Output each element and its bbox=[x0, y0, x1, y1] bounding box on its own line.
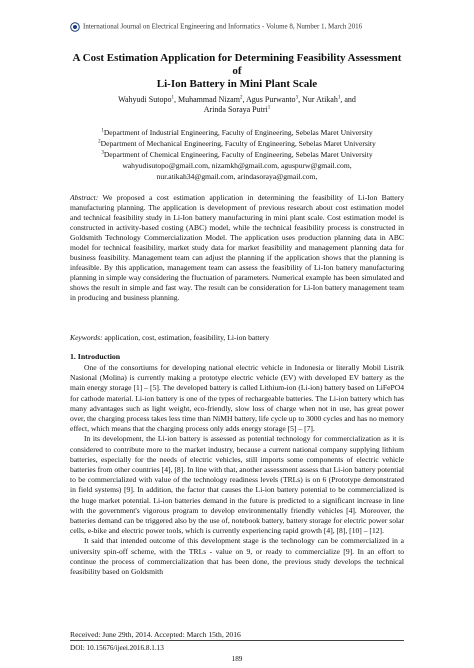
author-affil-mark: 2 bbox=[239, 95, 243, 101]
affiliation-line: $^1$Department of Industrial Engineering, Faculty of Engineering, Sebelas Maret University bbox=[101, 128, 373, 137]
author-affil-mark: 1 bbox=[337, 95, 341, 101]
abstract bbox=[70, 193, 404, 303]
doi: DOI: 10.15676/ijeei.2016.8.1.13 bbox=[70, 644, 164, 652]
journal-logo-icon bbox=[70, 22, 80, 32]
email-line: wahyudisutopo@gmail.com, nizamkh@gmail.com, aguspurw@gmail.com, bbox=[122, 161, 352, 170]
author-affil-mark: 1 bbox=[171, 95, 174, 101]
author-name: Arinda Soraya Putri bbox=[203, 105, 268, 114]
keywords bbox=[70, 333, 404, 343]
affiliation-block bbox=[70, 127, 404, 182]
abstract-label: Abstract: bbox=[70, 193, 99, 202]
author-affil-mark: 1 bbox=[267, 105, 271, 111]
title-line-1: A Cost Estimation Application for Determining Feasibility Assessment of bbox=[72, 52, 402, 77]
body-paragraph: In its development, the Li-ion battery is assessed as potential technology for commercialization as it is considered to contribute more to the market industry, because a current national company supplying lithium batteries, especially for the needs of electric vehicles, still imports some components of electric vehicle batteries from other countries [4], [8]. In line with that, another assessment assess that Li-ion battery potential to be commercialized with value of the technology readiness levels (TRLs) is on 6 (Prototype demonstrated in field systems) [9]. In addition, the factor that causes the Li-ion battery potential to be commercialized is the huge market potential. Li-ion batteries demand in the future is predicted to a significant increase in line with the government's vigorous program to develop environmentally friendly vehicles [4]. Moreover, the batteries demand can be triggered also by the use of, notebook battery, battery storage for electric power solar cells, e-bike and electric power tools, which is currently experiencing rapid growth [4], [8], [10] – [12]. bbox=[70, 434, 404, 536]
email-line: nur.atikah34@gmail.com, arindasoraya@gmail.com, bbox=[156, 172, 318, 181]
author-name: Wahyudi Sutopo bbox=[118, 95, 172, 104]
page-number: 189 bbox=[231, 655, 243, 663]
keywords-text: application, cost, estimation, feasibility, Li-ion battery bbox=[104, 333, 270, 342]
author-affil-mark: 3 bbox=[295, 95, 299, 101]
affiliation-line: $^2$Department of Mechanical Engineering, Faculty of Engineering, Sebelas Maret University bbox=[98, 139, 376, 148]
section-heading: 1. Introduction bbox=[70, 352, 121, 361]
body-paragraph: It said that intended outcome of this development stage is the technology can be commercialized in a university spin-off scheme, with the TRLs - value on 9, or ready to commercialize [9]. In an effort to continue the process of commercialization that has been done, the previous study develops the technical feasibility based on Goldsmith bbox=[70, 536, 404, 577]
keywords-label: Keywords: bbox=[70, 333, 103, 342]
author-name: Nur Atikah bbox=[302, 95, 338, 104]
footer-divider bbox=[70, 640, 404, 641]
author-list: Wahyudi Sutopo$^1$, Muhammad Nizam$^2$, Agus Purwanto$^3$, Nur Atikah$^1$, and Arinda Soraya Putri$^1$ bbox=[118, 95, 356, 114]
author-name: Agus Purwanto bbox=[246, 95, 296, 104]
body-text bbox=[70, 363, 404, 577]
title-line-2: Li-Ion Battery in Mini Plant Scale bbox=[156, 78, 318, 90]
body-paragraph: One of the consortiums for developing national electric vehicle in Indonesia or literally Mobil Listrik Nasional (Molina) is currently making a prototype electric vehicle (EV) with developed EV battery as the main energy storage [1] – [5]. The developed battery is called Lithium-ion (Li-ion) battery based on LiFePO4 for cathode material. Li-ion battery is one of the types of rechargeable batteries. The Li-ion battery which has many advantages such as light weight, eco-friendly, slow loss of charge when not in use, has great power over, the charging process takes less time than NiMH battery, life cycle up to 3000 cycles and has no memory effect, which means that the charging process only adds energy storage [5] – [7]. bbox=[70, 363, 404, 434]
paper-title bbox=[70, 52, 404, 91]
affiliation-line: $^3$Department of Chemical Engineering, Faculty of Engineering, Sebelas Maret University bbox=[101, 150, 373, 159]
journal-header bbox=[70, 22, 362, 32]
abstract-text: We proposed a cost estimation application in determining the feasibility of Li-Ion Battery manufacturing planning. The application is development of previous research about cost estimation model and technical feasibility study in Li-Ion battery manufacturing in mini plant scale. Cost estimation model is constructed in activity-based costing (ABC) model, while the technical feasibility process is constructed in Goldsmith Technology Commercialization Model. The application uses production planning data in ABC model for technical feasibility, market study data for market feasibility and management planning data for business feasibility. Management team can adjust the planning if the application shows that the planning is infeasible. By this application, management team can assess the feasibility of Li-Ion battery manufacturing planning in simple way considering the fluctuation of parameters. Numerical example has been simulated and shows the result in simple and fast way. The result can be consideration for Li-Ion battery management team in producing and business planning. bbox=[70, 193, 404, 302]
journal-name: International Journal on Electrical Engineering and Informatics - Volume 8, Number 1, March 2016 bbox=[83, 22, 363, 31]
received-dates: Received: June 29th, 2014. Accepted: March 15th, 2016 bbox=[70, 630, 241, 639]
author-name: Muhammad Nizam bbox=[177, 95, 240, 104]
